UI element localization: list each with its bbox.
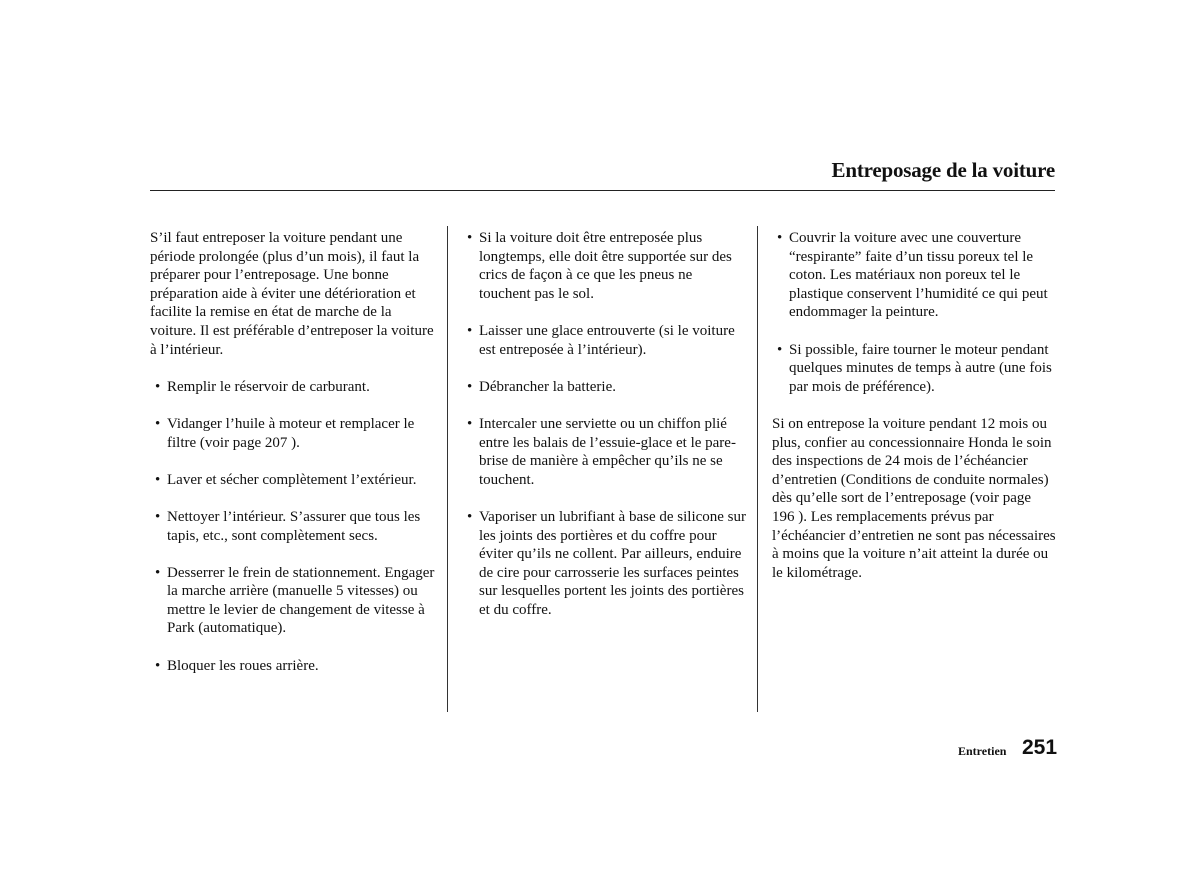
page-number: 251 (1022, 736, 1058, 759)
list-item-text: Nettoyer l’intérieur. S’assurer que tous les tapis, etc., sont complètement secs. (167, 508, 421, 544)
list-item-text: Si la voiture doit être entreposée plus longtemps, elle doit être supportée sur des crics de façon à ce que les pneus ne touchent pas le sol. (479, 230, 732, 302)
closing-paragraph: Si on entrepose la voiture pendant 12 mois ou plus, confier au concessionnaire Honda le soin des inspections de 24 mois de l’échéancier d’entretien (Conditions de conduite normales) dès qu’elle sort de l’entreposage (voir page 196 ). Les remplacements prévus par l’échéancier d’entretien ne sont pas nécessaires à moins que la voiture n’ait atteint la durée ou le kilométrage. (772, 415, 1056, 581)
list-item-text: Vidanger l’huile à moteur et remplacer le filtre (voir page 207 ). (167, 415, 415, 451)
title-divider (150, 190, 1055, 191)
list-item (150, 471, 435, 490)
list-item-text: Vaporiser un lubrifiant à base de silicone sur les joints des portières et du coffre pour éviter qu’ils ne collent. Par ailleurs, enduire de cire pour carrosserie les surfaces peintes sur lesquelles portent les joints des portières et du coffre. (479, 508, 747, 618)
bullet-icon: • (467, 322, 473, 339)
bullet-icon: • (777, 341, 783, 358)
bullet-icon: • (155, 657, 161, 674)
column-right (772, 229, 1057, 601)
list-item-text: Intercaler une serviette ou un chiffon plié entre les balais de l’essuie-glace et le pare-brise de manière à empêcher qu’ils ne se touchent. (479, 415, 736, 488)
list-item (462, 378, 747, 397)
column-left (150, 229, 435, 694)
list-item (150, 564, 435, 638)
list-item (150, 657, 435, 676)
list-item (150, 415, 435, 452)
list-item-text: Desserrer le frein de stationnement. Engager la marche arrière (manuelle 5 vitesses) ou mettre le levier de changement de vitesse à Park (automatique). (167, 564, 435, 637)
list-item-text: Laisser une glace entrouverte (si le voiture est entreposée à l’intérieur). (479, 322, 735, 358)
list-item (772, 229, 1057, 322)
bullet-icon: • (467, 415, 473, 432)
bullet-icon: • (155, 415, 161, 432)
list-item (150, 378, 435, 397)
list-item-text: Remplir le réservoir de carburant. (167, 378, 370, 395)
bullet-icon: • (155, 378, 161, 395)
bullet-icon: • (155, 564, 161, 581)
bullet-icon: • (155, 508, 161, 525)
footer-section-label: Entretien (958, 744, 1007, 758)
list-item (462, 508, 747, 620)
list-item-text: Si possible, faire tourner le moteur pendant quelques minutes de temps à autre (une fois par mois de préférence). (789, 341, 1052, 395)
list-item-text: Bloquer les roues arrière. (167, 657, 319, 674)
bullet-icon: • (467, 508, 473, 525)
column-middle (462, 229, 747, 638)
list-item (772, 341, 1057, 397)
bullet-icon: • (155, 471, 161, 488)
intro-paragraph: S’il faut entreposer la voiture pendant une période prolongée (plus d’un mois), il faut la préparer pour l’entreposage. Une bonne préparation aide à éviter une détérioration et facilite la remise en état de marche de la voiture. Il est préférable d’entreposer la voiture à l’intérieur. (150, 230, 434, 358)
column-divider (447, 226, 448, 712)
list-item-text: Débrancher la batterie. (479, 378, 616, 395)
list-item (150, 508, 435, 545)
bullet-icon: • (467, 230, 473, 246)
bullet-icon: • (777, 230, 783, 246)
page-title: Entreposage de la voiture (831, 158, 1055, 182)
list-item (462, 229, 747, 303)
list-item (462, 322, 747, 359)
list-item-text: Laver et sécher complètement l’extérieur. (167, 471, 417, 488)
list-item (462, 415, 747, 489)
bullet-icon: • (467, 378, 473, 395)
list-item-text: Couvrir la voiture avec une couverture “respirante” faite d’un tissu poreux tel le coton. Les matériaux non poreux tel le plastique conservent l’humidité ce qui peut endommager la peinture. (789, 230, 1048, 321)
column-divider (757, 226, 758, 712)
